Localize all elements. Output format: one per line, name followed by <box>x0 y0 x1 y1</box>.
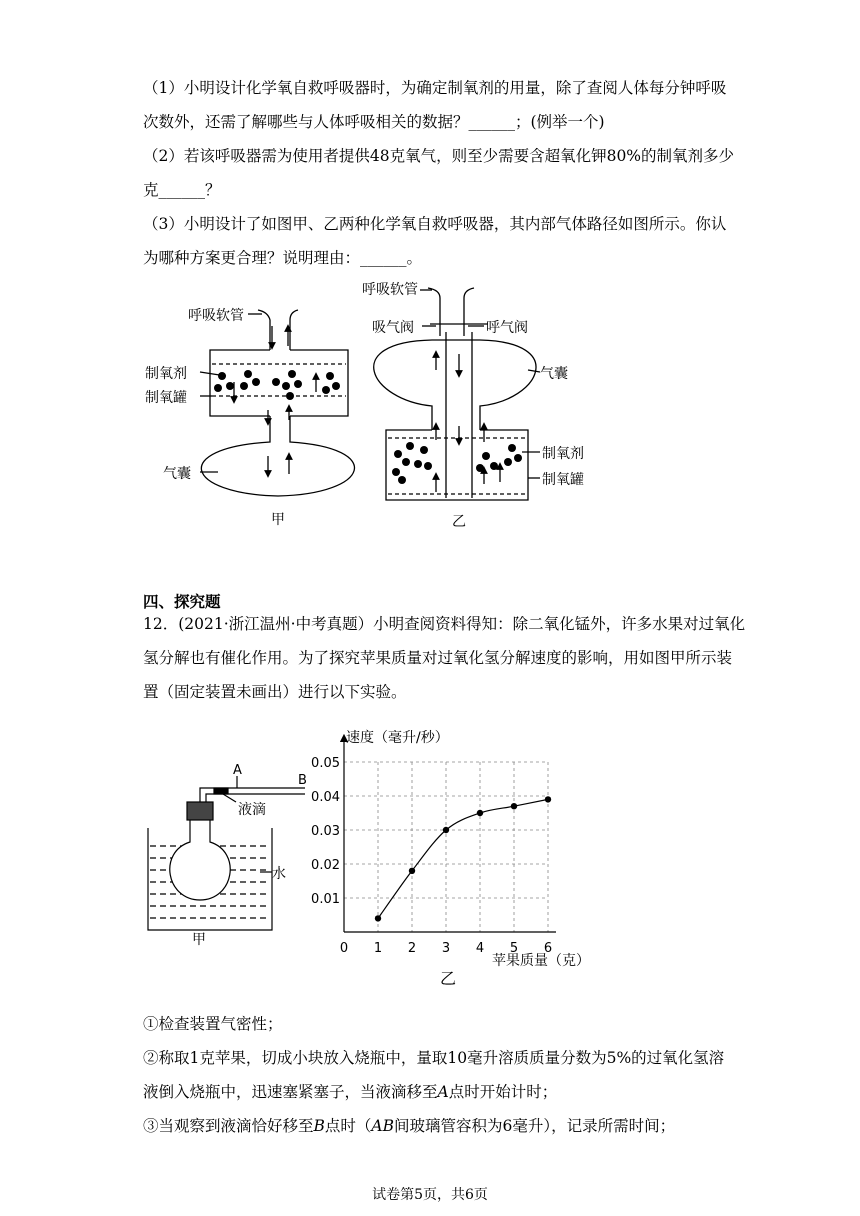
apparatus-point-a: A <box>233 763 242 778</box>
page-footer: 试卷第5页，共6页 <box>372 1187 488 1203</box>
yi-hose-label: 呼吸软管 <box>362 282 418 298</box>
chart-xtick-label: 2 <box>407 941 417 956</box>
chart-data-point <box>511 803 517 809</box>
jia-agent-label: 制氧剂 <box>145 366 187 382</box>
step3-text-c: 间玻璃管容积为6毫升），记录所需时间； <box>394 1117 676 1135</box>
chart-data-point <box>375 915 381 921</box>
q11-part1-line1: （1）小明设计化学氧自救呼吸器时，为确定制氧剂的用量，除了查阅人体每分钟呼吸 <box>143 79 727 97</box>
q12-line3: 置（固定装置未画出）进行以下实验。 <box>143 683 407 701</box>
chart-data-point <box>409 868 415 874</box>
jia-tank-label: 制氧罐 <box>145 390 187 406</box>
respirator-figure <box>0 270 860 540</box>
oxygen-agent-dots-yi <box>392 442 522 484</box>
step2-line1: ②称取1克苹果，切成小块放入烧瓶中，量取10毫升溶质质量分数为5%的过氧化氢溶 <box>143 1049 725 1067</box>
apparatus-caption: 甲 <box>192 932 206 948</box>
step2-text-a: 液倒入烧瓶中，迅速塞紧塞子，当液滴移至 <box>143 1083 438 1101</box>
chart-xtick-label: 5 <box>509 941 519 956</box>
chart-ytick-label: 0.01 <box>311 892 340 907</box>
chart-ytick-label: 0.04 <box>311 790 340 805</box>
q12-line1: 12．(2021·浙江温州·中考真题）小明查阅资料得知：除二氧化锰外，许多水果对过氧化 <box>143 615 746 633</box>
chart-xtick-label: 4 <box>475 941 485 956</box>
chart-ytick-label: 0.05 <box>311 756 340 771</box>
q11-part1-line2: 次数外，还需了解哪些与人体呼吸相关的数据？______；(例举一个) <box>143 113 605 131</box>
yi-bag-label: 气囊 <box>540 366 568 382</box>
step3-var-b: B <box>313 1117 325 1135</box>
chart-xlabel: 苹果质量（克） <box>492 953 590 969</box>
yi-inhale-valve-label: 吸气阀 <box>372 320 414 336</box>
apparatus-drop-label: 液滴 <box>238 802 266 818</box>
chart-caption: 乙 <box>440 969 457 988</box>
chart-data-point <box>477 810 483 816</box>
q12-line2: 氢分解也有催化作用。为了探究苹果质量对过氧化氢分解速度的影响，用如图甲所示装 <box>143 649 733 667</box>
chart-ytick-label: 0.02 <box>311 858 340 873</box>
yi-agent-label: 制氧剂 <box>542 446 584 462</box>
step2-line2 <box>143 1080 557 1102</box>
chart-xtick-label: 3 <box>441 941 451 956</box>
step2-text-b: 点时开始计时； <box>448 1083 558 1101</box>
chart-xtick-label: 1 <box>373 941 383 956</box>
step1: ①检查装置气密性； <box>143 1015 283 1033</box>
chart-ylabel: 速度（毫升/秒） <box>346 730 449 746</box>
apparatus-water-label: 水 <box>272 866 286 882</box>
step3-text-b: 点时（ <box>324 1117 372 1135</box>
section-title: 四、探究题 <box>143 592 221 611</box>
q11-part3-line1: （3）小明设计了如图甲、乙两种化学氧自救呼吸器，其内部气体路径如图所示。你认 <box>143 215 727 233</box>
step3-text-a: ③当观察到液滴恰好移至 <box>143 1117 314 1135</box>
jia-bag-label: 气囊 <box>163 466 191 482</box>
jia-hose-label: 呼吸软管 <box>188 308 244 324</box>
speed-chart <box>300 720 620 990</box>
chart-data-point <box>443 827 449 833</box>
chart-xtick-label: 0 <box>339 941 349 956</box>
step3-var-ab: AB <box>371 1117 395 1135</box>
chart-series-line <box>378 799 548 918</box>
q11-part2-line1: （2）若该呼吸器需为使用者提供48克氧气，则至少需要含超氧化钾80%的制氧剂多少 <box>143 147 735 165</box>
jia-caption: 甲 <box>271 512 285 528</box>
yi-tank-label: 制氧罐 <box>542 472 584 488</box>
step2-var-a: A <box>437 1083 449 1101</box>
chart-xtick-label: 6 <box>543 941 553 956</box>
chart-data-point <box>545 796 551 802</box>
q11-part3-line2: 为哪种方案更合理？说明理由：______。 <box>143 249 423 267</box>
apparatus-figure <box>140 760 320 950</box>
step3 <box>143 1114 675 1136</box>
respirator-jia <box>200 310 354 496</box>
q11-part2-line2: 克______？ <box>143 181 221 199</box>
yi-exhale-valve-label: 呼气阀 <box>486 320 528 336</box>
chart-ytick-label: 0.03 <box>311 824 340 839</box>
yi-caption: 乙 <box>452 514 466 530</box>
apparatus-point-b: B <box>298 773 307 788</box>
